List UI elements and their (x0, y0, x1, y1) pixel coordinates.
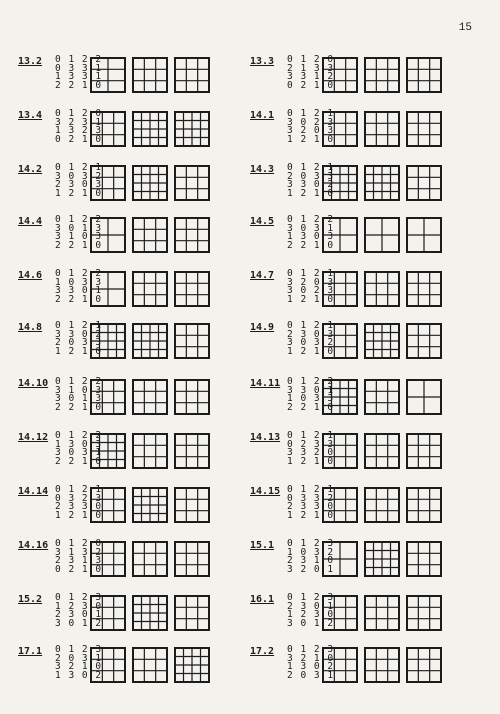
matrix-row: 2 2 1 0 (55, 79, 103, 91)
matrix-row: 1 2 1 0 (287, 455, 335, 467)
tiling-grid-2 (132, 111, 168, 147)
tiling-grid-2 (364, 379, 400, 415)
matrix-row: 3 3 0 2 (55, 328, 103, 340)
grid-border (175, 58, 209, 92)
matrix-row: 2 3 0 3 (287, 328, 335, 340)
tiling-grid-3 (174, 647, 210, 683)
entry-label: 14.8 (18, 322, 43, 333)
tiling-grid-1 (90, 487, 126, 523)
entry-label: 14.1 (250, 110, 275, 121)
matrix-row: 0 1 2 2 (287, 214, 335, 225)
entry-label: 14.9 (250, 322, 275, 333)
entry-grids (322, 111, 442, 147)
matrix-row: 0 1 2 3 (55, 592, 103, 603)
matrix-row: 3 0 1 2 (287, 617, 335, 629)
matrix-row: 0 1 2 2 (55, 268, 103, 279)
matrix-row: 3 0 2 3 (287, 285, 335, 297)
matrix-row: 1 2 1 0 (287, 293, 335, 305)
entry-grids (90, 165, 210, 201)
tiling-grid-1 (90, 217, 126, 253)
grid-border (365, 272, 399, 306)
tiling-grid-2 (364, 271, 400, 307)
tiling-grid-2 (364, 111, 400, 147)
grid-border (407, 596, 441, 630)
matrix-row: 3 0 2 3 (287, 116, 335, 128)
matrix-row: 1 3 0 3 (55, 438, 103, 450)
tiling-grid-2 (132, 647, 168, 683)
tiling-grid-2 (132, 217, 168, 253)
tiling-grid-1 (322, 647, 358, 683)
entry-label: 14.4 (18, 216, 43, 227)
matrix-row: 1 0 3 3 (287, 393, 335, 405)
matrix-row: 0 1 2 1 (287, 484, 335, 495)
tiling-grid-3 (174, 57, 210, 93)
matrix-row: 3 0 3 1 (55, 447, 103, 459)
matrix-row: 0 1 2 3 (287, 538, 335, 549)
tiling-grid-3 (174, 323, 210, 359)
grid-border (91, 166, 125, 200)
matrix-row: 1 3 2 3 (55, 125, 103, 137)
matrix-row: 3 3 0 1 (55, 285, 103, 297)
entry-label: 14.10 (18, 378, 49, 389)
matrix-row: 3 2 0 3 (287, 276, 335, 288)
grid-border (323, 324, 357, 358)
tiling-grid-2 (364, 647, 400, 683)
matrix-row: 2 3 3 0 (55, 501, 103, 513)
entry-grids (322, 595, 442, 631)
entry-label: 16.1 (250, 594, 275, 605)
tiling-grid-1 (90, 323, 126, 359)
matrix-row: 1 3 0 2 (55, 669, 103, 681)
tiling-grid-1 (90, 541, 126, 577)
grid-border (365, 488, 399, 522)
matrix-row: 1 2 3 0 (287, 609, 335, 621)
grid-border (365, 58, 399, 92)
matrix-row: 0 2 3 3 (287, 438, 335, 450)
entry-label: 14.14 (18, 486, 49, 497)
tiling-grid-1 (322, 379, 358, 415)
matrix-row: 2 3 0 3 (55, 179, 103, 191)
tiling-grid-3 (406, 433, 442, 469)
matrix-row: 2 0 3 3 (287, 170, 335, 182)
entry-label: 14.6 (18, 270, 43, 281)
matrix-row: 2 3 1 0 (287, 555, 335, 567)
tiling-grid-1 (90, 379, 126, 415)
grid-border (175, 272, 209, 306)
matrix-row: 2 1 3 3 (287, 62, 335, 74)
matrix-row: 2 0 3 1 (55, 652, 103, 664)
tiling-grid-3 (406, 323, 442, 359)
grid-border (323, 272, 357, 306)
matrix-row: 3 2 1 0 (287, 652, 335, 664)
tiling-grid-3 (174, 165, 210, 201)
tiling-grid-3 (174, 111, 210, 147)
tiling-grid-3 (406, 165, 442, 201)
grid-border (175, 380, 209, 414)
tiling-grid-1 (322, 323, 358, 359)
grid-border (91, 112, 125, 146)
entry-label: 17.2 (250, 646, 275, 657)
entry-label: 13.4 (18, 110, 43, 121)
tiling-grid-3 (406, 379, 442, 415)
matrix-row: 3 1 0 3 (55, 384, 103, 396)
grid-border (175, 218, 209, 252)
matrix-row: 1 2 1 0 (287, 509, 335, 521)
matrix-row: 1 2 1 0 (287, 187, 335, 199)
entry-grids (90, 647, 210, 683)
grid-border (407, 648, 441, 682)
page-number: 15 (458, 22, 472, 34)
matrix-row: 3 2 0 3 (287, 125, 335, 137)
entry-grids (322, 271, 442, 307)
grid-border (365, 434, 399, 468)
grid-border (407, 272, 441, 306)
tiling-grid-2 (364, 433, 400, 469)
matrix-row: 1 0 3 2 (287, 546, 335, 558)
tiling-grid-2 (364, 165, 400, 201)
grid-border (323, 488, 357, 522)
matrix-row: 3 0 3 2 (55, 170, 103, 182)
grid-border (407, 488, 441, 522)
matrix-row: 0 1 2 2 (55, 430, 103, 441)
grid-border (407, 58, 441, 92)
grid-border (133, 58, 167, 92)
matrix-row: 0 1 2 3 (287, 592, 335, 603)
grid-border (323, 58, 357, 92)
entry-grids (90, 541, 210, 577)
grid-border (133, 380, 167, 414)
grid-border (91, 542, 125, 576)
matrix-row: 1 3 3 1 (55, 71, 103, 83)
entry-grids (322, 647, 442, 683)
tiling-grid-3 (406, 217, 442, 253)
grid-border (323, 596, 357, 630)
tiling-grid-2 (364, 217, 400, 253)
tiling-grid-2 (132, 541, 168, 577)
entry-label: 13.2 (18, 56, 43, 67)
matrix-row: 0 1 2 3 (287, 644, 335, 655)
matrix-row: 0 1 2 1 (287, 108, 335, 119)
grid-border (133, 542, 167, 576)
tiling-grid-2 (132, 57, 168, 93)
matrix-row: 2 2 1 0 (55, 239, 103, 251)
grid-border (133, 218, 167, 252)
matrix-row: 3 3 0 2 (287, 179, 335, 191)
tiling-grid-3 (406, 271, 442, 307)
tiling-grid-1 (322, 595, 358, 631)
entry-label: 14.3 (250, 164, 275, 175)
matrix-row: 3 1 0 3 (55, 231, 103, 243)
matrix-row: 2 0 3 1 (287, 669, 335, 681)
tiling-grid-3 (174, 271, 210, 307)
matrix-row: 2 0 3 3 (55, 337, 103, 349)
entry-grids (322, 433, 442, 469)
tiling-grid-2 (132, 379, 168, 415)
grid-border (365, 380, 399, 414)
matrix-row: 2 3 1 3 (55, 555, 103, 567)
tiling-grid-1 (322, 487, 358, 523)
tiling-grid-2 (364, 541, 400, 577)
matrix-row: 0 1 2 0 (55, 538, 103, 549)
entry-grids (322, 217, 442, 253)
grid-border (91, 380, 125, 414)
tiling-grid-1 (322, 433, 358, 469)
tiling-grid-2 (132, 271, 168, 307)
grid-border (407, 324, 441, 358)
entry-label: 15.1 (250, 540, 275, 551)
entry-grids (90, 323, 210, 359)
tiling-grid-2 (364, 323, 400, 359)
tiling-grid-1 (322, 541, 358, 577)
tiling-grid-1 (90, 111, 126, 147)
matrix-row: 3 1 3 2 (55, 546, 103, 558)
matrix-row: 3 2 1 0 (55, 661, 103, 673)
tiling-grid-3 (174, 379, 210, 415)
grid-border (91, 488, 125, 522)
tiling-grid-3 (406, 57, 442, 93)
matrix-row: 3 2 3 1 (55, 116, 103, 128)
entry-grids (90, 487, 210, 523)
matrix-row: 0 1 2 1 (287, 162, 335, 173)
grid-border (91, 596, 125, 630)
entry-grids (322, 487, 442, 523)
matrix-row: 0 1 2 3 (55, 644, 103, 655)
grid-border (407, 542, 441, 576)
grid-border (175, 596, 209, 630)
matrix-row: 0 1 2 1 (55, 320, 103, 331)
tiling-grid-3 (174, 487, 210, 523)
matrix-row: 0 1 2 1 (287, 430, 335, 441)
grid-border (365, 112, 399, 146)
grid-border (323, 112, 357, 146)
entry-label: 13.3 (250, 56, 275, 67)
tiling-grid-2 (364, 57, 400, 93)
entry-grids (90, 379, 210, 415)
grid-border (133, 434, 167, 468)
matrix-row: 1 2 1 0 (55, 345, 103, 357)
matrix-row: 0 2 1 0 (55, 133, 103, 145)
matrix-row: 3 3 1 2 (287, 71, 335, 83)
matrix-row: 1 2 3 0 (55, 600, 103, 612)
tiling-grid-3 (174, 541, 210, 577)
tiling-grid-1 (90, 57, 126, 93)
matrix-row: 1 2 1 0 (55, 509, 103, 521)
matrix-row: 0 1 2 1 (287, 320, 335, 331)
tiling-grid-3 (406, 647, 442, 683)
matrix-row: 0 3 2 3 (55, 492, 103, 504)
entry-grids (322, 165, 442, 201)
matrix-row: 2 2 1 0 (55, 455, 103, 467)
matrix-row: 2 3 3 0 (287, 501, 335, 513)
matrix-row: 0 1 2 0 (55, 108, 103, 119)
tiling-grid-2 (364, 595, 400, 631)
entry-label: 14.2 (18, 164, 43, 175)
grid-border (175, 434, 209, 468)
tiling-grid-1 (322, 217, 358, 253)
grid-border (407, 112, 441, 146)
tiling-grid-1 (90, 165, 126, 201)
matrix-row: 0 1 2 2 (55, 214, 103, 225)
matrix-row: 0 1 2 1 (55, 162, 103, 173)
tiling-grid-1 (90, 271, 126, 307)
matrix-row: 0 2 1 0 (55, 563, 103, 575)
matrix-row: 0 3 3 1 (55, 62, 103, 74)
matrix-row: 1 3 0 2 (287, 661, 335, 673)
tiling-grid-3 (174, 433, 210, 469)
entry-grids (90, 217, 210, 253)
matrix-row: 2 3 0 1 (287, 600, 335, 612)
grid-border (365, 596, 399, 630)
entry-label: 14.16 (18, 540, 49, 551)
matrix-row: 2 2 1 0 (287, 239, 335, 251)
grid-border (323, 648, 357, 682)
grid-border (175, 324, 209, 358)
grid-border (407, 166, 441, 200)
grid-border (133, 648, 167, 682)
matrix-row: 2 2 1 0 (55, 401, 103, 413)
tiling-grid-2 (132, 323, 168, 359)
entry-grids (90, 271, 210, 307)
matrix-row: 3 3 0 1 (287, 384, 335, 396)
tiling-grid-2 (132, 487, 168, 523)
matrix-row: 1 2 1 0 (55, 187, 103, 199)
tiling-grid-1 (90, 433, 126, 469)
matrix-row: 3 0 3 2 (287, 337, 335, 349)
matrix-row: 2 3 0 1 (55, 609, 103, 621)
entry-grids (90, 57, 210, 93)
entry-label: 14.15 (250, 486, 281, 497)
grid-border (91, 648, 125, 682)
grid-border (175, 166, 209, 200)
tiling-grid-2 (132, 595, 168, 631)
entry-grids (90, 111, 210, 147)
tiling-grid-2 (132, 165, 168, 201)
entry-label: 14.11 (250, 378, 281, 389)
entry-grids (90, 433, 210, 469)
tiling-grid-1 (322, 111, 358, 147)
grid-border (323, 434, 357, 468)
tiling-grid-1 (322, 271, 358, 307)
matrix-row: 2 2 1 0 (55, 293, 103, 305)
matrix-row: 1 2 1 0 (287, 133, 335, 145)
entry-label: 14.13 (250, 432, 281, 443)
entry-label: 14.12 (18, 432, 49, 443)
entry-grids (322, 379, 442, 415)
tiling-grid-3 (406, 487, 442, 523)
tiling-grid-1 (322, 165, 358, 201)
entry-grids (322, 57, 442, 93)
matrix-row: 0 1 2 1 (55, 484, 103, 495)
entry-label: 17.1 (18, 646, 43, 657)
entry-grids (90, 595, 210, 631)
matrix-row: 0 1 2 1 (287, 268, 335, 279)
tiling-grid-1 (90, 647, 126, 683)
tiling-grid-3 (174, 217, 210, 253)
matrix-row: 3 0 3 1 (287, 222, 335, 234)
matrix-row: 0 1 2 0 (287, 54, 335, 65)
entry-grids (322, 323, 442, 359)
grid-border (365, 648, 399, 682)
tiling-grid-1 (322, 57, 358, 93)
tiling-grid-3 (406, 595, 442, 631)
matrix-row: 1 0 3 3 (55, 276, 103, 288)
matrix-row: 0 2 1 0 (287, 79, 335, 91)
grid-border (175, 542, 209, 576)
matrix-row: 3 3 2 0 (287, 447, 335, 459)
matrix-row: 2 2 1 0 (287, 401, 335, 413)
matrix-row: 3 0 1 2 (55, 617, 103, 629)
tiling-grid-3 (406, 541, 442, 577)
tiling-grid-1 (90, 595, 126, 631)
tiling-grid-2 (364, 487, 400, 523)
matrix-row: 0 3 3 2 (287, 492, 335, 504)
grid-border (175, 488, 209, 522)
tiling-grid-3 (174, 595, 210, 631)
entry-label: 14.5 (250, 216, 275, 227)
entry-grids (322, 541, 442, 577)
matrix-row: 1 2 1 0 (287, 345, 335, 357)
entry-label: 14.7 (250, 270, 275, 281)
grid-border (133, 272, 167, 306)
entry-label: 15.2 (18, 594, 43, 605)
matrix-row: 0 1 2 2 (55, 376, 103, 387)
matrix-row: 0 1 2 2 (287, 376, 335, 387)
tiling-grid-2 (132, 433, 168, 469)
matrix-row: 3 2 0 1 (287, 563, 335, 575)
matrix-row: 0 1 2 2 (55, 54, 103, 65)
tiling-grid-3 (406, 111, 442, 147)
matrix-row: 1 3 0 3 (287, 231, 335, 243)
grid-border (407, 434, 441, 468)
matrix-row: 3 0 1 3 (55, 222, 103, 234)
matrix-row: 3 0 1 3 (55, 393, 103, 405)
